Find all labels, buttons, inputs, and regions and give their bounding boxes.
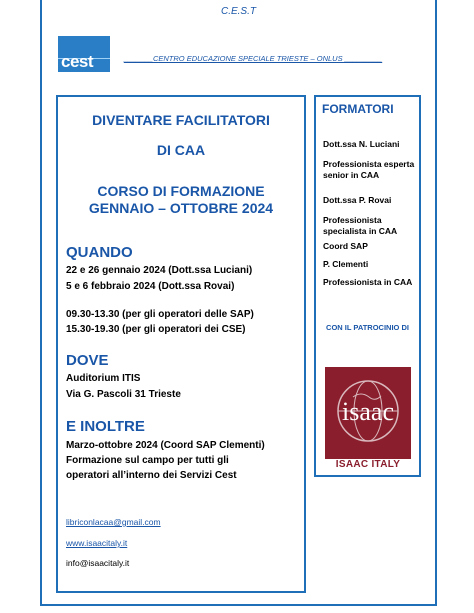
formatori-item: Dott.ssa N. Luciani [323,139,400,149]
quando-line: 5 e 6 febbraio 2024 (Dott.ssa Rovai) [66,281,235,292]
formatori-item: Professionista esperta senior in CAA [323,159,415,180]
org-short-name: C.E.S.T [220,6,256,17]
org-full-name: _______CENTRO EDUCAZIONE SPECIALE TRIESTE – ONLUS _________ [123,54,383,63]
dove-line: Auditorium ITIS [66,373,141,384]
formatori-item: Professionista specialista in CAA [323,215,398,236]
email-link[interactable]: libriconlacaa@gmail.com [66,517,161,527]
website-link[interactable]: www.isaacitaly.it [66,538,128,548]
formatori-heading: FORMATORI [322,102,394,116]
course-title-line1: CORSO DI FORMAZIONE [97,183,265,199]
quando-line: 09.30-13.30 (per gli operatori delle SAP) [66,309,254,320]
contact-email-text: info@isaacitaly.it [66,558,130,568]
quando-line: 15.30-19.30 (per gli operatori dei CSE) [66,324,246,335]
quando-line: 22 e 26 gennaio 2024 (Dott.ssa Luciani) [66,265,253,276]
dove-line: Via G. Pascoli 31 Trieste [66,389,181,400]
formatori-item: Professionista in CAA [323,277,413,287]
cest-logo [58,36,110,72]
isaac-caption: ISAAC ITALY [335,459,401,470]
formatori-item: P. Clementi [323,259,369,269]
inoltre-line: Formazione sul campo per tutti gli [66,455,229,466]
formatori-item: Coord SAP [323,241,368,251]
inoltre-heading: E INOLTRE [66,418,145,435]
main-title-line2: DI CAA [156,142,206,158]
inoltre-line: Marzo-ottobre 2024 (Coord SAP Clementi) [66,440,265,451]
isaac-logo [325,367,411,459]
isaac-logo-text: isaac [342,397,394,426]
patrocinio-label: CON IL PATROCINIO DI [326,323,409,332]
inoltre-line: operatori all’interno dei Servizi Cest [66,470,237,481]
dove-heading: DOVE [66,352,109,369]
main-title-line1: DIVENTARE FACILITATORI [92,112,270,128]
course-title-line2: GENNAIO – OTTOBRE 2024 [88,200,274,216]
formatori-item: Dott.ssa P. Rovai [323,195,392,205]
cest-logo-text: cest [61,52,94,71]
quando-heading: QUANDO [66,244,133,261]
